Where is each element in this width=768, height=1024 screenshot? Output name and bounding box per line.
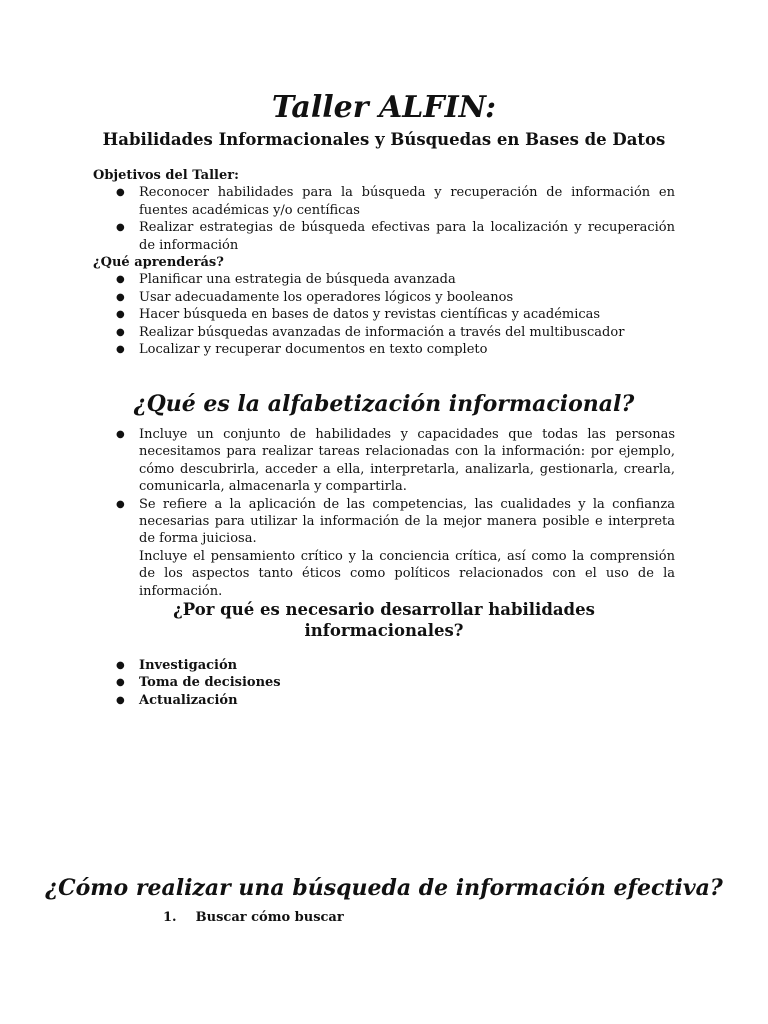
alfin-list	[93, 426, 675, 548]
section-heading-alfin: ¿Qué es la alfabetización informacional?	[133, 391, 635, 417]
objectives-heading: Objetivos del Taller:	[93, 168, 239, 183]
list-item: ● Reconocer habilidades para la búsqueda y recuperación de información en fuentes académicas y/o centíficas	[116, 185, 675, 218]
step-number: 1.	[163, 910, 177, 925]
numbered-step	[163, 909, 344, 927]
list-item: ● Realizar estrategias de búsqueda efectivas para la localización y recuperación de información	[116, 220, 675, 253]
list-item: ● Actualización	[116, 692, 238, 708]
page-title: Taller ALFIN:	[271, 90, 497, 125]
learn-heading: ¿Qué aprenderás?	[93, 255, 224, 271]
bullet-icon: ●	[116, 694, 125, 706]
bullet-icon: ●	[116, 677, 125, 689]
list-item: ● Incluye un conjunto de habilidades y capacidades que todas las personas necesitamos para realizar tareas relacionadas con la información: por ejemplo, cómo descubrirla, acceder a ella, interpretarla, analizarla, gestionarla, crearla, comunicarla, almacenarla y compartirla.	[116, 427, 675, 495]
why-section	[93, 657, 675, 709]
list-item: ● Realizar búsquedas avanzadas de información a través del multibuscador	[116, 324, 625, 340]
list-item: ● Se refiere a la aplicación de las competencias, las cualidades y la confianza necesarias para utilizar la información de la mejor manera posible e interpreta de forma juiciosa.	[116, 496, 675, 547]
section-heading-why: ¿Por qué es necesario desarrollar habilidades informacionales?	[173, 600, 595, 640]
bullet-icon: ●	[116, 660, 125, 671]
bullet-icon: ●	[116, 498, 125, 510]
bullet-icon: ●	[116, 429, 125, 440]
objectives-section	[93, 167, 675, 358]
bullet-icon: ●	[116, 344, 125, 356]
bullet-icon: ●	[116, 309, 125, 321]
alfin-paragraph: Incluye el pensamiento crítico y la conciencia crítica, así como la comprensión de los aspectos tanto éticos como políticos relacionados con el uso de la información.	[139, 548, 675, 599]
bullet-icon: ●	[116, 291, 125, 303]
list-item: ● Usar adecuadamente los operadores lógicos y booleanos	[116, 289, 514, 305]
alfin-section	[93, 426, 675, 600]
list-item: ● Hacer búsqueda en bases de datos y revistas científicas y académicas	[116, 307, 601, 323]
bullet-icon: ●	[116, 222, 125, 234]
objectives-list	[93, 184, 675, 254]
bullet-icon: ●	[116, 187, 125, 199]
list-item: ● Planificar una estrategia de búsqueda avanzada	[116, 272, 456, 288]
list-item: ● Toma de decisiones	[116, 675, 281, 691]
bullet-icon: ●	[116, 326, 125, 338]
page-subtitle: Habilidades Informacionales y Búsquedas en Bases de Datos	[102, 130, 666, 149]
learn-list	[93, 271, 675, 358]
list-item: ● Investigación	[116, 658, 238, 673]
section-heading-search: ¿Cómo realizar una búsqueda de información efectiva?	[45, 875, 723, 901]
step-label: Buscar cómo buscar	[195, 910, 344, 925]
list-item: ● Localizar y recuperar documentos en texto completo	[116, 342, 488, 358]
why-list	[93, 657, 675, 709]
bullet-icon: ●	[116, 274, 125, 286]
